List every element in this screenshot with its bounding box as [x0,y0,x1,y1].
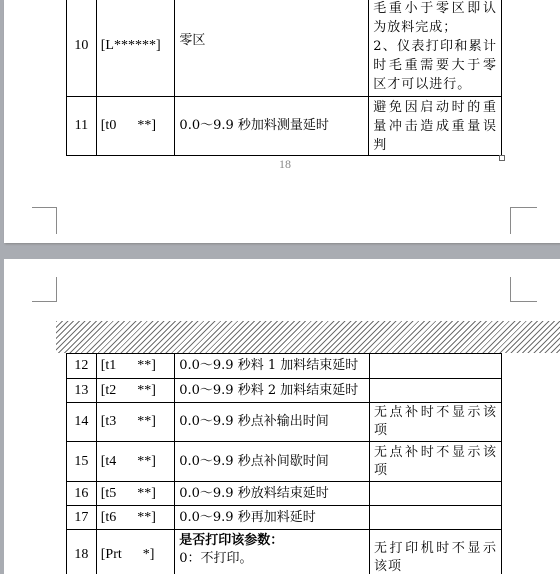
param-note: 无点补时不显示该项 [369,442,501,482]
page-number: 18 [279,157,291,171]
crop-mark-top-right [510,277,537,302]
param-note: 无点补时不显示该项 [369,403,501,442]
param-description-title: 是否打印该参数： [179,533,284,548]
param-description: 0.0～9.9 秒点补间歇时间 [175,442,370,482]
param-note [369,354,501,379]
param-code: [t5 **] [96,482,174,506]
param-description [175,530,370,574]
row-number: 17 [67,506,97,530]
row-number: 16 [67,482,97,506]
table-row [67,354,502,379]
param-code: [t2 **] [96,379,174,403]
row-number: 15 [67,442,97,482]
table-row [67,379,502,403]
table-row [67,0,502,97]
crop-mark-bottom-left [32,207,57,234]
table-row [67,403,502,442]
param-code: [t0 **] [96,97,175,156]
param-description: 零区 [175,0,369,97]
crop-mark-top-left [32,277,57,302]
param-description: 0.0～9.9 秒放料结束延时 [175,482,370,506]
table-row [67,97,502,156]
param-note: 无打印机时不显示该项 [369,530,501,574]
param-description: 0.0～9.9 秒再加料延时 [175,506,370,530]
param-description: 0.0～9.9 秒点补输出时间 [175,403,370,442]
row-number: 10 [67,0,97,97]
param-description: 0.0～9.9 秒料 1 加料结束延时 [175,354,370,379]
param-code: [t6 **] [96,506,174,530]
param-code: [L******] [96,0,175,97]
param-note [369,506,501,530]
table-row [67,506,502,530]
repeated-header-row-placeholder [56,321,560,353]
table-row [67,442,502,482]
row-number: 12 [67,354,97,379]
document-page-18 [4,0,560,243]
param-code: [t1 **] [96,354,174,379]
param-note: 避免因启动时的重量冲击造成重量误判 [369,97,502,156]
param-description: 0.0～9.9 秒加料测量延时 [175,97,369,156]
parameter-table-page-18 [66,0,502,156]
row-number: 18 [67,530,97,574]
row-number: 11 [67,97,97,156]
param-option: 0：不打印。 [179,551,253,566]
param-note: 毛重小于零区即认为放料完成； 2、仪表打印和累计时毛重需要大于零区才可以进行。 [369,0,502,97]
row-number: 14 [67,403,97,442]
crop-mark-bottom-right [510,207,537,234]
param-note [369,379,501,403]
parameter-table-page-19 [66,353,502,574]
param-description: 0.0～9.9 秒料 2 加料结束延时 [175,379,370,403]
table-row [67,530,502,574]
table-resize-handle[interactable] [499,155,505,161]
document-page-19 [4,259,560,574]
param-code: [t3 **] [96,403,174,442]
param-note [369,482,501,506]
param-code: [Prt *] [96,530,174,574]
table-row [67,482,502,506]
param-code: [t4 **] [96,442,174,482]
row-number: 13 [67,379,97,403]
